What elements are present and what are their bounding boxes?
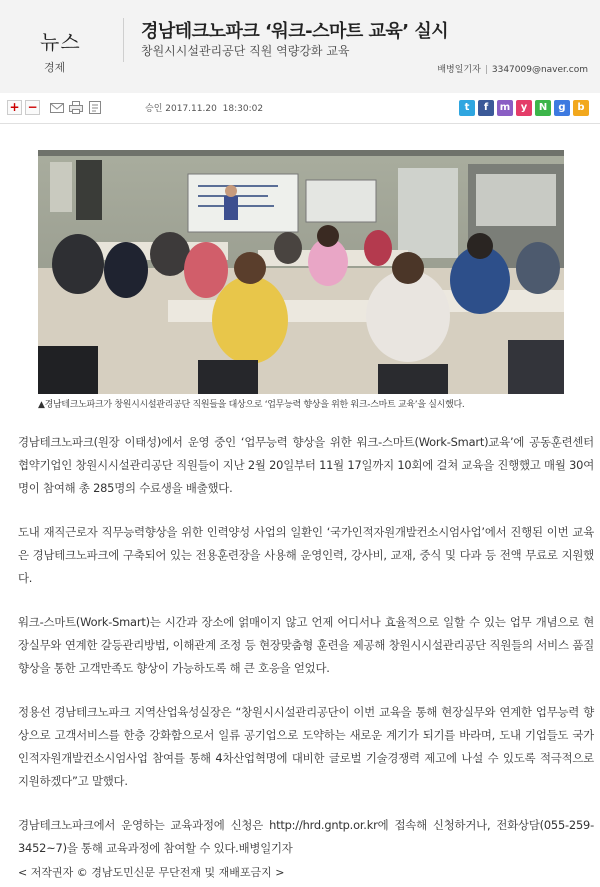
scrap-icon[interactable] [87, 100, 103, 115]
article-paragraph: 경남테크노파크에서 운영하는 교육과정에 신청은 http://hrd.gntp.or.kr에 접속해 신청하거나, 전화상담(055-259-3452~7)을 통해 교육과정에 참여할 수 있다.배병일기자 [18, 818, 594, 855]
published-date: 2017.11.20 [165, 104, 217, 114]
copyright-notice: < 저작권자 © 경남도민신문 무단전재 및 재배포금지 > [18, 866, 285, 879]
article-paragraph: 정용선 경남테크노파크 지역산업육성실장은 “창원시시설관리공단이 이번 교육을 통해 현장실무와 연계한 업무능력 향상으로 고객서비스를 한층 강화함으로서 일류 공기업으로 도약하는 새로운 계기가 되기를 바라며, 도내 기업들도 국가인적자원개발컨소시엄사업 참여를 통해 4차산업혁명에 대비한 글로벌 기술경쟁력 제고에 나설 수 있도록 적극적으로 지원하겠다”고 말했다. [18, 705, 594, 788]
article-subtitle: 창원시시설관리공단 직원 역량강화 교육 [141, 44, 350, 58]
byline-separator: | [484, 65, 488, 75]
print-icon[interactable] [68, 100, 84, 115]
naver-share-icon[interactable]: N [535, 100, 551, 116]
section-subname[interactable]: 경제 [44, 61, 66, 74]
font-increase-button[interactable]: + [7, 100, 22, 115]
published-datetime [145, 101, 263, 114]
facebook-share-icon[interactable]: f [478, 100, 494, 116]
google-share-icon[interactable]: g [554, 100, 570, 116]
article-photo [38, 150, 564, 394]
article-paragraph: 워크-스마트(Work-Smart)는 시간과 장소에 얽매이지 않고 언제 어디서나 효율적으로 일할 수 있는 업무 개념으로 현장실무와 연계한 갈등관리방법, 이해관계 조정 등 현장맞춤형 훈련을 제공해 창원시시설관리공단 직원들의 서비스 품질 향상을 통한 고객만족도 향상이 가능하도록 해 큰 호응을 얻었다. [18, 615, 594, 675]
yozm-share-icon[interactable]: y [516, 100, 532, 116]
article-header [0, 0, 600, 94]
header-divider [123, 18, 124, 62]
byline-email[interactable]: 3347009@naver.com [491, 65, 588, 75]
article-body [18, 431, 594, 881]
article-paragraph: 도내 재직근로자 직무능력향상을 위한 인력양성 사업의 일환인 ‘국가인적자원개발컨소시엄사업’에서 진행된 이번 교육은 경남테크노파크에 구축되어 있는 전용훈련장을 사용해 운영인력, 강사비, 교재, 중식 및 다과 등 전액 무료로 지원했다. [18, 525, 594, 585]
article-title: 경남테크노파크 ‘워크-스마트 교육’ 실시 [141, 21, 449, 42]
section-name[interactable]: 뉴스 [40, 30, 81, 54]
section-label [40, 26, 98, 75]
bookmark-share-icon[interactable]: b [573, 100, 589, 116]
byline [437, 62, 588, 75]
published-label: 승인 [145, 104, 163, 114]
font-decrease-button[interactable]: − [25, 100, 40, 115]
byline-name[interactable]: 배병일기자 [437, 65, 481, 75]
me2day-share-icon[interactable]: m [497, 100, 513, 116]
twitter-share-icon[interactable]: t [459, 100, 475, 116]
classroom-photo [38, 150, 564, 394]
photo-caption: ▲경남테크노파크가 창원시시설관리공단 직원들을 대상으로 ‘업무능력 향상을 위한 워크-스마트 교육’을 실시했다. [38, 400, 465, 410]
email-icon[interactable] [49, 100, 65, 115]
published-time: 18:30:02 [222, 104, 264, 114]
article-paragraph: 경남테크노파크(원장 이태성)에서 운영 중인 ‘업무능력 향상을 위한 워크-스마트(Work-Smart)교육’에 공동훈련센터 협약기업인 창원시시설관리공단 직원들이 지난 2월 20일부터 11월 17일까지 10회에 걸쳐 교육을 진행했고 매월 30여명이 참여해 총 285명의 수료생을 배출했다. [18, 435, 594, 495]
